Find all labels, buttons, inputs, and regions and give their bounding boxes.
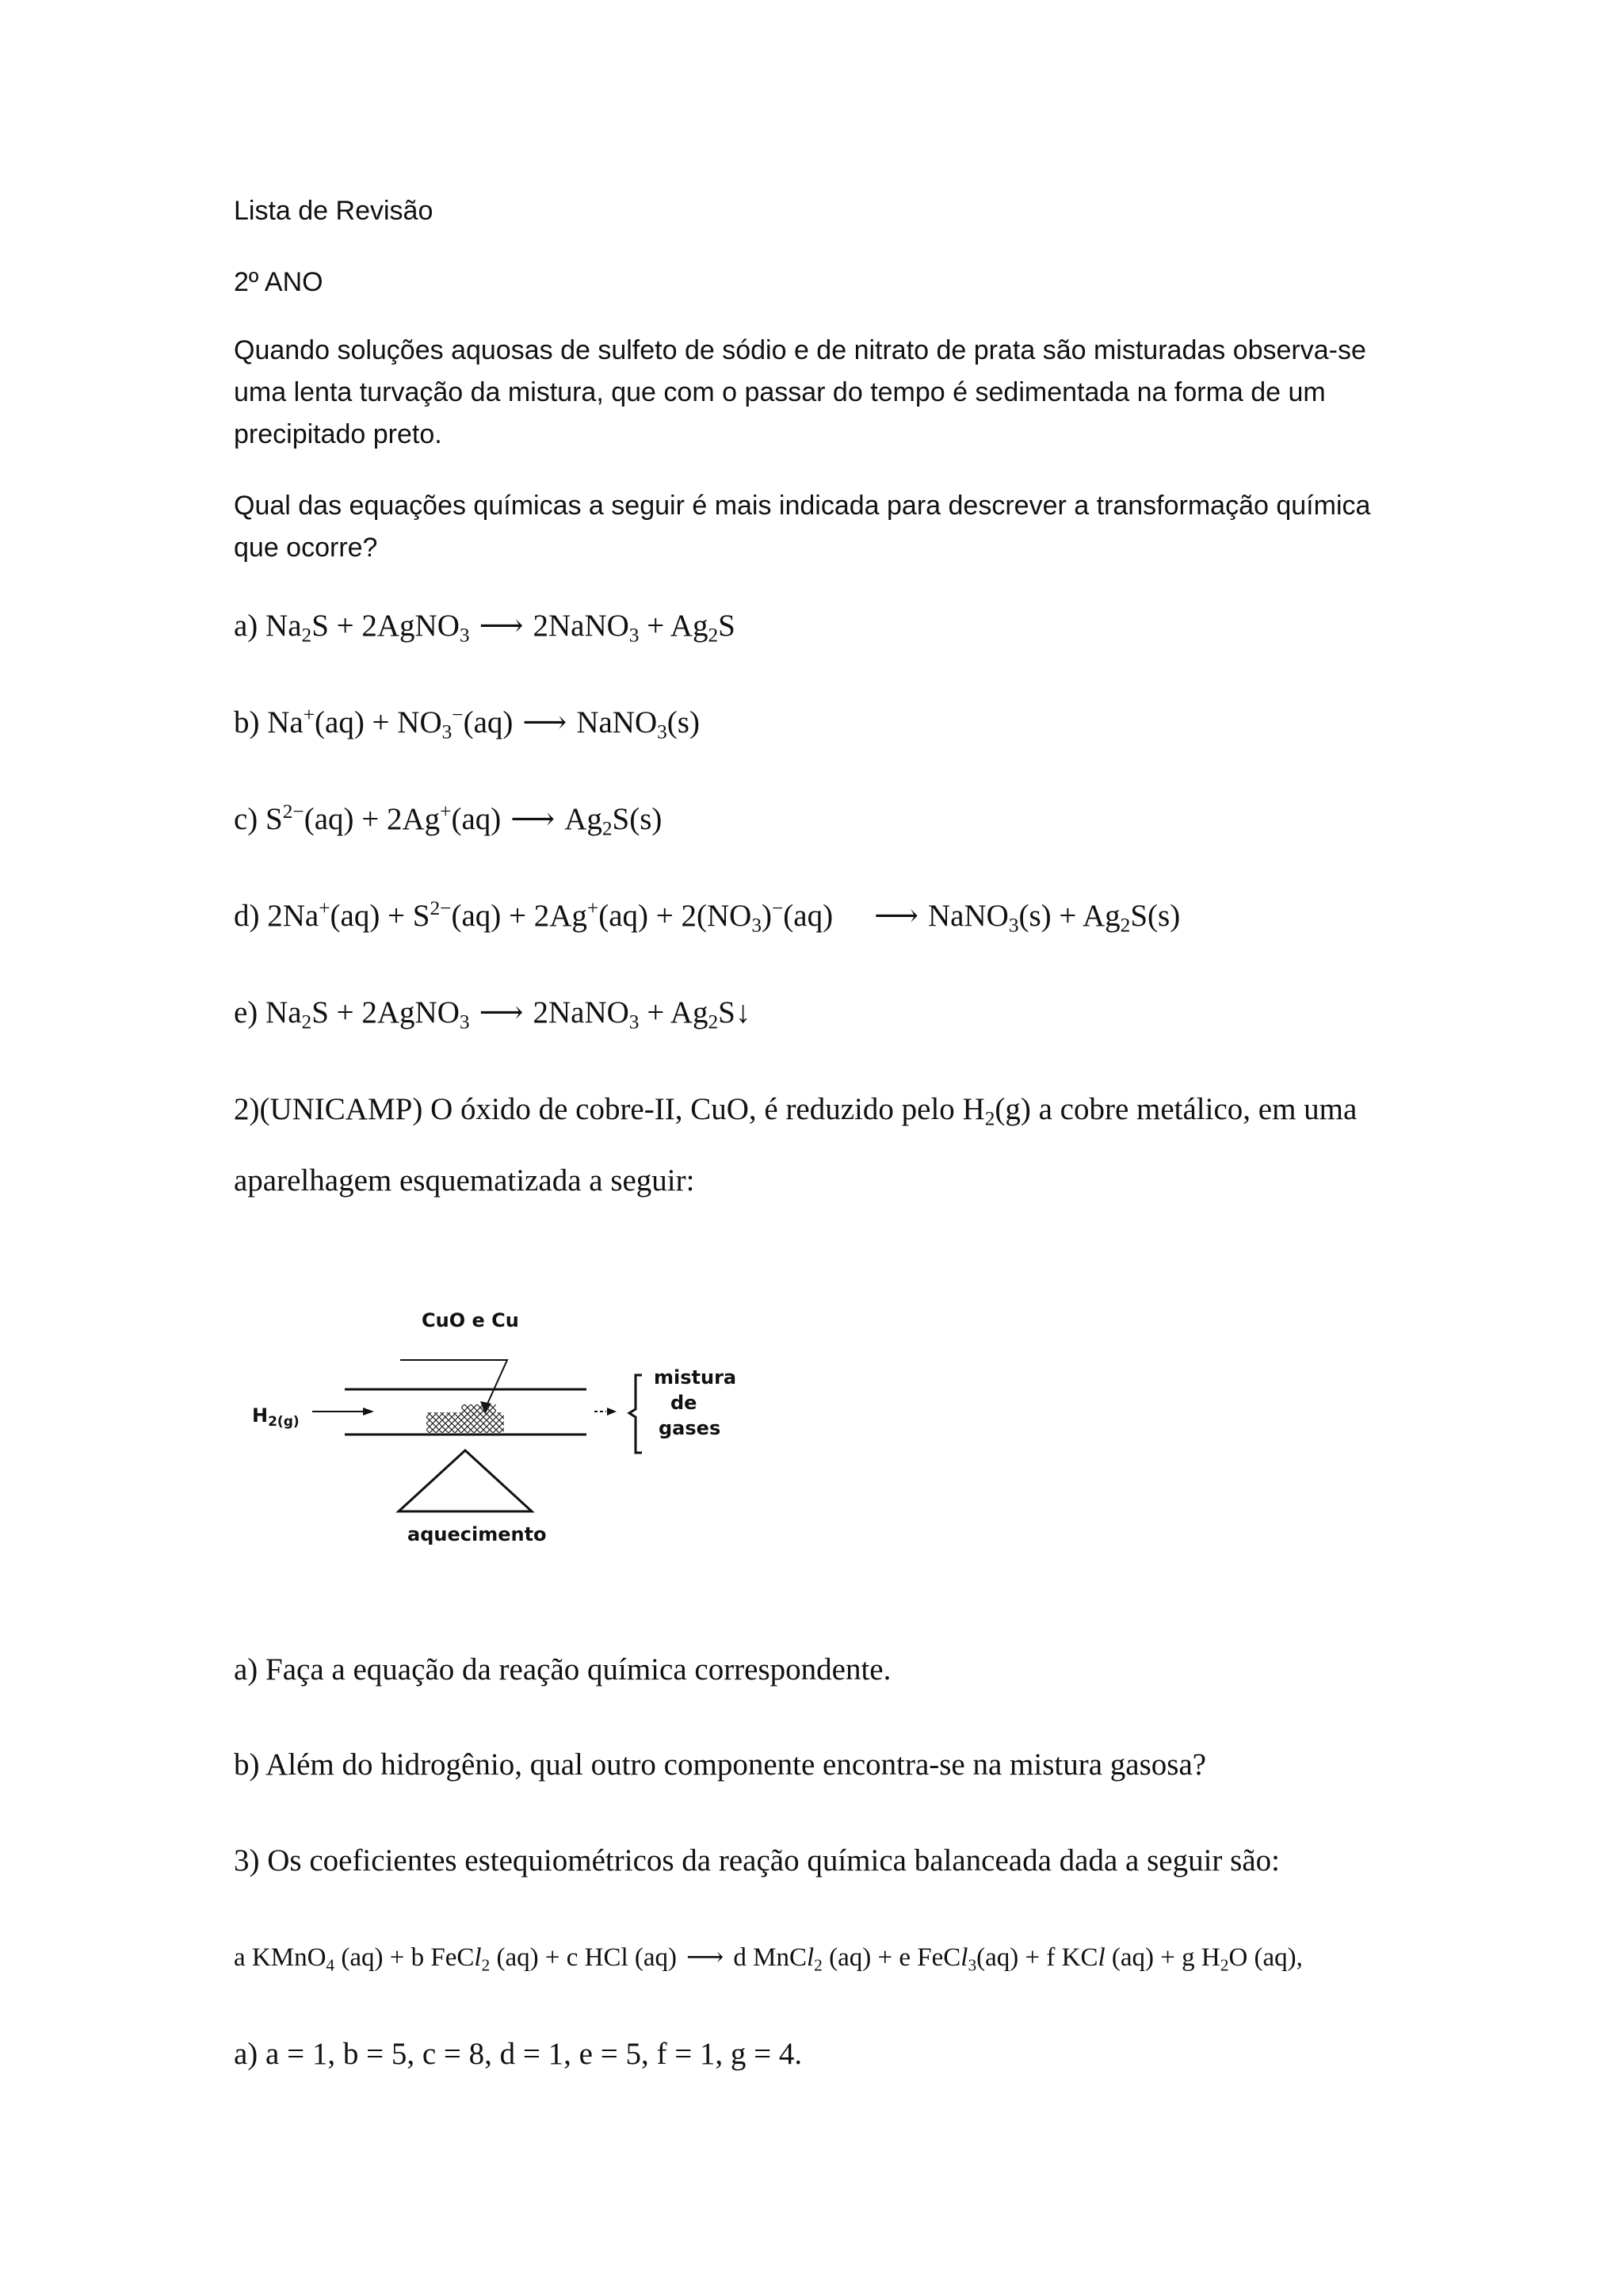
diagram-label-cuo-cu: CuO e Cu xyxy=(422,1309,519,1331)
diagram-pointer-line xyxy=(400,1360,507,1409)
q2-item-a: a) Faça a equação da reação química correspondente. xyxy=(234,1652,892,1687)
q3-option-a: a) a = 1, b = 5, c = 8, d = 1, e = 5, f = 1, g = 4. xyxy=(234,2037,803,2071)
q1-option-d: d) $2Na^+(aq) + S^{2-}(aq) + 2Ag^+(aq) + 2(NO_3)^-(aq)$ ⟶ NaNO$_3$(s) + $Ag_2S(s)$ xyxy=(234,897,1181,937)
diagram-label-mistura: mistura xyxy=(654,1366,737,1389)
q1-question: Qual das equações químicas a seguir é mais indicada para descrever a transformação química que ocorre? xyxy=(234,491,1371,563)
q1-intro: Quando soluções aquosas de sulfeto de sódio e de nitrato de prata são misturadas observa-se uma lenta turvação da mistura, que com o passar do tempo é sedimentada na forma de um precipitado preto. xyxy=(234,335,1366,449)
q2-item-b: b) Além do hidrogênio, qual outro componente encontra-se na mistura gasosa? xyxy=(234,1748,1207,1782)
outlet-arrowhead xyxy=(607,1408,617,1415)
q2-intro-line2: aparelhagem esquematizada a seguir: xyxy=(234,1163,695,1198)
gas-mixture-brace xyxy=(629,1375,642,1453)
diagram-label-aquecimento: aquecimento xyxy=(407,1523,547,1545)
q1-option-b: b) $Na^+(aq) + NO_3^-(aq)$ ⟶ NaNO$_3$(s) xyxy=(234,704,700,743)
q1-option-c: c) $S^{2-}(aq) + 2Ag^+(aq)$ ⟶ $Ag_2S(s)$ xyxy=(234,800,663,840)
diagram-label-h2: $H_{2(g)}$ xyxy=(252,1404,300,1430)
cuo-sample-top xyxy=(461,1404,496,1415)
apparatus-diagram xyxy=(246,1300,753,1553)
inlet-arrowhead xyxy=(363,1408,374,1415)
heating-triangle xyxy=(399,1450,532,1511)
q1-option-a: a) $Na_2S$ + 2AgNO$_3$ ⟶ 2NaNO$_3$ + $Ag_2S$ xyxy=(234,609,735,647)
q3-intro: 3) Os coeficientes estequiométricos da reação química balanceada dada a seguir são: xyxy=(234,1843,1280,1878)
grade-label: 2º ANO xyxy=(234,267,323,297)
q1-option-e: e) $Na_2S$ + 2AgNO$_3$ ⟶ 2NaNO$_3$ + $Ag_2S↓$ xyxy=(234,995,751,1033)
diagram-label-de: de xyxy=(670,1392,697,1414)
document-title: Lista de Revisão xyxy=(234,196,433,226)
q2-intro-line1: 2)(UNICAMP) O óxido de cobre-II, CuO, é reduzido pelo $H_2(g)$ a cobre metálico, em uma xyxy=(234,1092,1358,1130)
q3-equation: a KMnO$_4$ (aq) + b FeCl$_2$ (aq) + c HCl (aq) ⟶ d MnCl$_2$ (aq) + e FeCl$_3$(aq) + f KCl (aq) + g $H_2O$ (aq), xyxy=(234,1943,1303,1975)
diagram-label-gases: gases xyxy=(659,1417,721,1439)
